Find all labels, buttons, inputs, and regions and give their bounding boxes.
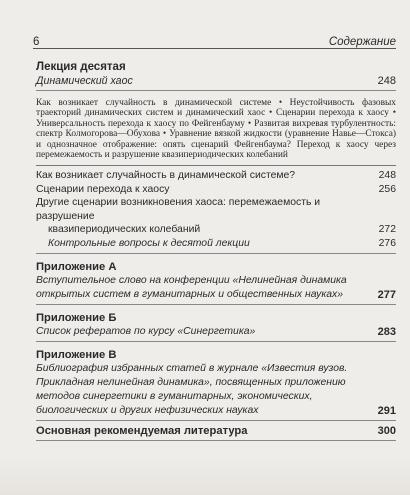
appendix-c-title: Приложение В	[36, 349, 117, 362]
toc-entry-page: 272	[378, 224, 396, 236]
toc-entry-text: Другие сценарии возникновения хаоса: перемежаемость и разрушение	[36, 197, 321, 222]
toc-entry-text: Контрольные вопросы к десятой лекции	[48, 237, 250, 249]
page-number: 6	[33, 36, 40, 48]
lecture-subtitle: Динамический хаос	[36, 75, 133, 87]
appendix-a-page: 277	[377, 289, 396, 302]
toc-entry-text: Сценарии перехода к хаосу	[36, 183, 170, 195]
appendix-a-line: Вступительное слово на конференции «Нелинейная динамика	[36, 275, 347, 287]
lecture-title: Лекция десятая	[36, 61, 126, 73]
appendix-c-page: 291	[377, 405, 396, 418]
lecture-summary: Как возникает случайность в динамической системе • Неустойчивость фазовых траекторий динамических систем и динамический хаос • Сценарии перехода к хаосу • Универсальность перехода к хаосу по Фейгенбауму • Развитая вихревая турбулентность: спектр Колмогорова—Обухова • Уравнение вязкой жидкости (уравнение Навье—Стокса) и однозначное отображение: опять сценарий Фейгенбаума? Переход к хаосу через перемежаемость и разрушение квазипериодических колебаний	[36, 97, 396, 161]
toc-entry-page: 248	[378, 170, 396, 182]
header-rule	[33, 48, 396, 49]
appendix-b-row	[36, 325, 396, 339]
appendix-a-title: Приложение А	[36, 261, 117, 274]
toc-content	[36, 60, 396, 441]
literature-page: 300	[377, 425, 396, 438]
section-rule	[36, 420, 396, 421]
appendix-b-title: Приложение Б	[36, 312, 117, 325]
appendix-c-line: Прикладная нелинейная динамика», посвященных приложению	[36, 377, 346, 389]
appendix-a-row	[36, 288, 396, 302]
appendix-a-line: открытых систем в гуманитарных и общественных науках»	[36, 289, 344, 301]
summary-separator	[36, 165, 396, 166]
appendix-c-line: биологических и других нефизических науках	[36, 405, 259, 417]
toc-entry-page: 256	[378, 183, 396, 195]
toc-entry	[36, 169, 396, 183]
toc-entry	[36, 223, 396, 237]
lecture-subtitle-page: 248	[377, 75, 396, 87]
toc-entry	[36, 196, 396, 223]
toc-entry-page: 276	[378, 237, 396, 249]
lecture-subtitle-row	[36, 75, 396, 89]
appendix-b-line: Список рефератов по курсу «Синергетика»	[36, 326, 256, 338]
toc-entry-text: квазипериодических колебаний	[48, 224, 201, 236]
section-rule	[36, 440, 396, 441]
page-bottom-shade	[0, 457, 410, 495]
toc-entry-text: Как возникает случайность в динамической системе?	[36, 170, 296, 182]
toc-entry	[36, 237, 396, 251]
appendix-c-line: Библиография избранных статей в журнале «Известия вузов.	[36, 363, 348, 375]
toc-entry	[36, 183, 396, 197]
appendix-b-page: 283	[377, 326, 396, 339]
appendix-c-row	[36, 404, 396, 418]
appendix-c-line: методов синергетики в гуманитарных, экономических,	[36, 391, 313, 403]
literature-title: Основная рекомендуемая литература	[36, 425, 248, 438]
literature-row	[36, 424, 396, 438]
subtitle-rule	[36, 90, 396, 91]
header-title: Содержание	[328, 36, 396, 48]
page-header	[33, 30, 396, 48]
